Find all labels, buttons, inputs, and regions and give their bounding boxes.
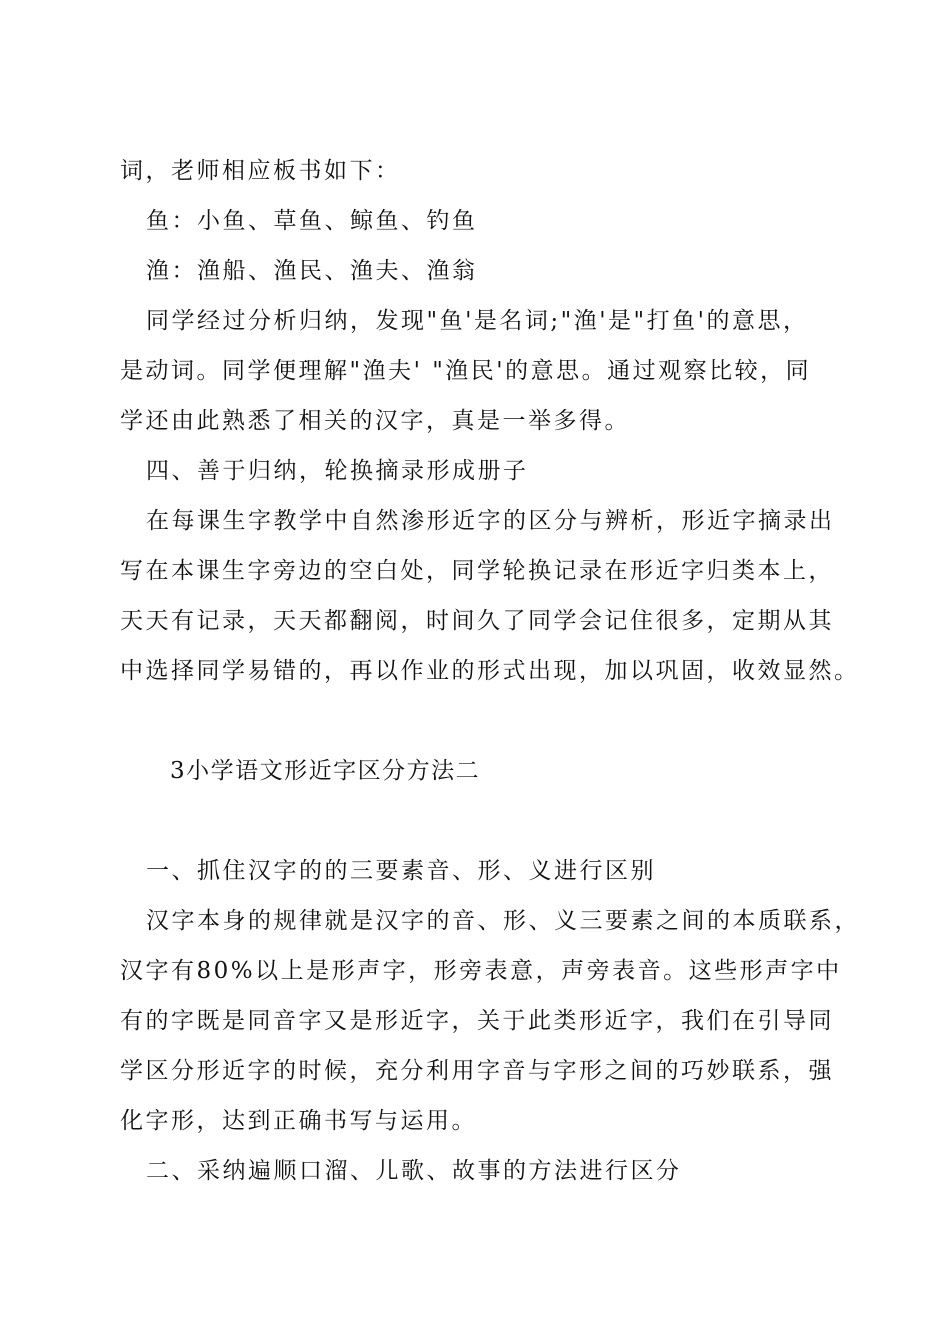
paragraph-line: 同学经过分析归纳，发现"鱼'是名词;"渔'是"打鱼'的意思， bbox=[146, 308, 809, 334]
paragraph-line: 词，老师相应板书如下： bbox=[120, 158, 401, 184]
section-heading: 四、善于归纳，轮换摘录形成册子 bbox=[146, 458, 529, 484]
paragraph-line: 汉字本身的规律就是汉字的音、形、义三要素之间的本质联系， bbox=[146, 908, 860, 934]
paragraph-line: 有的字既是同音字又是形近字，关于此类形近字，我们在引导同 bbox=[120, 1008, 834, 1034]
chapter-title: 3小学语文形近字区分方法二 bbox=[170, 758, 481, 784]
paragraph-line: 中选择同学易错的，再以作业的形式出现，加以巩固，收效显然。 bbox=[120, 658, 860, 684]
section-heading: 二、采纳遍顺口溜、儿歌、故事的方法进行区分 bbox=[146, 1158, 682, 1184]
paragraph-line: 写在本课生字旁边的空白处，同学轮换记录在形近字归类本上， bbox=[120, 558, 834, 584]
paragraph-line: 汉字有80%以上是形声字，形旁表意，声旁表音。这些形声字中 bbox=[120, 958, 842, 984]
example-line-fish: 鱼：小鱼、草鱼、鲸鱼、钓鱼 bbox=[146, 208, 478, 234]
paragraph-line: 在每课生字教学中自然渗形近字的区分与辨析，形近字摘录出 bbox=[146, 508, 835, 534]
paragraph-line: 天天有记录，天天都翻阅，时间久了同学会记住很多，定期从其 bbox=[120, 608, 834, 634]
paragraph-line: 是动词。同学便理解"渔夫' "渔民'的意思。通过观察比较，同 bbox=[120, 358, 812, 384]
section-heading: 一、抓住汉字的的三要素音、形、义进行区别 bbox=[146, 858, 656, 884]
paragraph-line: 化字形，达到正确书写与运用。 bbox=[120, 1108, 477, 1134]
example-line-fishing: 渔：渔船、渔民、渔夫、渔翁 bbox=[146, 258, 478, 284]
paragraph-line: 学区分形近字的时候，充分利用字音与字形之间的巧妙联系，强 bbox=[120, 1058, 834, 1084]
paragraph-line: 学还由此熟悉了相关的汉字，真是一举多得。 bbox=[120, 408, 630, 434]
